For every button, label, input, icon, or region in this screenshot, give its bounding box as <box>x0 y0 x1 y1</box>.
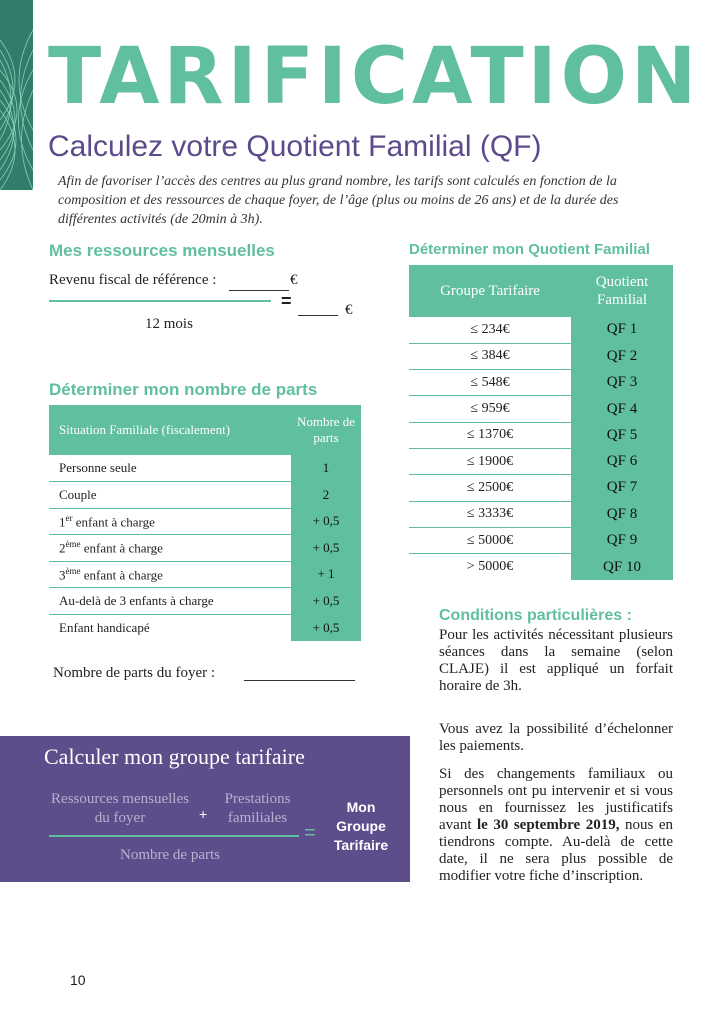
qf-cell: QF 2 <box>571 343 673 369</box>
revenu-input-line <box>229 290 289 291</box>
situation-label: Enfant handicapé <box>59 619 150 635</box>
header-situation: Situation Familiale (fiscalement) <box>49 405 291 455</box>
table-row <box>409 448 673 474</box>
table-header-row <box>409 265 673 317</box>
ordinal-number: 1 <box>59 513 66 529</box>
qf-cell: QF 6 <box>571 448 673 474</box>
spiral-pattern-graphic <box>0 0 33 190</box>
situation-cell <box>49 482 291 509</box>
calc-denominator: Nombre de parts <box>120 847 220 863</box>
table-row <box>409 396 673 422</box>
qf-cell: QF 4 <box>571 396 673 422</box>
table-row <box>409 554 673 580</box>
table-row <box>49 482 361 509</box>
qf-title: Déterminer mon Quotient Familial <box>409 241 650 258</box>
situation-label: enfant à charge <box>80 566 163 582</box>
qf-cell: QF 5 <box>571 422 673 448</box>
qf-cell: QF 3 <box>571 370 673 396</box>
euro-symbol: € <box>290 272 298 288</box>
groupe-cell: ≤ 234€ <box>409 317 571 343</box>
conditions-paragraph <box>439 766 673 885</box>
qf-cell: QF 8 <box>571 501 673 527</box>
table-row <box>409 501 673 527</box>
table-row <box>49 614 361 641</box>
situation-label: enfant à charge <box>72 513 155 529</box>
table-row <box>49 535 361 562</box>
groupe-cell: ≤ 1370€ <box>409 422 571 448</box>
fraction-bar <box>49 300 271 302</box>
deadline-date: le 30 septembre 2019, <box>477 817 620 833</box>
groupe-cell: ≤ 3333€ <box>409 501 571 527</box>
calc-equals: = <box>304 822 316 844</box>
qf-cell: QF 10 <box>571 554 673 580</box>
table-row <box>49 588 361 615</box>
header-nombre: Nombre de parts <box>291 405 361 455</box>
ordinal-suffix: ème <box>65 565 81 576</box>
conditions-text: Si des changements familiaux ou personnels ont pu intervenir et si vous nous en fournissez les justificatifs avant <box>439 766 673 833</box>
calc-prestations: Prestations familiales <box>224 791 291 826</box>
parts-value: + 0,5 <box>291 614 361 641</box>
conditions-text: nous en tiendrons compte. Au-delà de cette date, il ne sera plus possible de modifier votre fiche d’inscription. <box>439 817 674 884</box>
divisor-label: 12 mois <box>145 316 193 332</box>
groupe-cell: ≤ 959€ <box>409 396 571 422</box>
situation-label: enfant à charge <box>80 540 163 556</box>
parts-title: Déterminer mon nombre de parts <box>49 380 318 399</box>
table-row <box>409 370 673 396</box>
table-row <box>409 317 673 343</box>
ordinal-suffix: ème <box>65 539 81 550</box>
conditions-title: Conditions particulières : <box>439 607 632 624</box>
ressources-title: Mes ressources mensuelles <box>49 241 275 260</box>
groupe-cell: > 5000€ <box>466 559 514 575</box>
conditions-paragraph: Vous avez la possibilité d’échelonner les paiements. <box>439 721 673 754</box>
conditions-paragraph: Pour les activités nécessitant plusieurs séances dans la semaine (selon CLAJE) il est appliqué un forfait horaire de 3h. <box>439 627 673 694</box>
euro-symbol: € <box>345 302 353 318</box>
situation-cell <box>49 508 291 535</box>
calc-ressources: Ressources mensuelles du foyer <box>51 791 189 826</box>
parts-table <box>49 405 361 641</box>
ordinal-number: 3 <box>59 566 66 582</box>
table-header-row <box>49 405 361 455</box>
table-row <box>49 455 361 482</box>
situation-cell <box>49 455 291 482</box>
corner-decoration <box>0 0 33 190</box>
qf-cell: QF 1 <box>571 317 673 343</box>
parts-value: + 0,5 <box>291 535 361 562</box>
calc-title: Calculer mon groupe tarifaire <box>44 744 305 769</box>
situation-cell <box>49 614 291 641</box>
page-number: 10 <box>70 972 86 988</box>
qf-cell: QF 9 <box>571 527 673 553</box>
foyer-label: Nombre de parts du foyer : <box>53 665 216 681</box>
groupe-cell: ≤ 5000€ <box>409 527 571 553</box>
qf-table <box>409 265 673 580</box>
calc-result: Mon Groupe Tarifaire <box>333 799 389 853</box>
parts-value: + 0,5 <box>291 588 361 615</box>
situation-label: Personne seule <box>59 460 137 475</box>
table-row <box>409 527 673 553</box>
revenu-label: Revenu fiscal de référence : <box>49 272 217 288</box>
situation-cell <box>49 535 291 562</box>
table-row <box>49 508 361 535</box>
parts-value: + 0,5 <box>291 508 361 535</box>
page-title: TARIFICATION <box>48 32 701 122</box>
ordinal-suffix: er <box>65 512 73 523</box>
header-quotient: Quotient Familial <box>571 265 673 317</box>
table-row <box>409 422 673 448</box>
situation-cell <box>49 561 291 588</box>
foyer-input-line <box>244 680 355 681</box>
situation-cell <box>49 588 291 615</box>
calc-plus: + <box>199 806 208 822</box>
parts-value: 1 <box>291 455 361 482</box>
situation-label: Couple <box>59 486 97 502</box>
result-input-line <box>298 315 338 316</box>
groupe-cell: ≤ 2500€ <box>409 475 571 501</box>
situation-label: Au-delà de 3 enfants à charge <box>59 592 214 608</box>
groupe-cell: ≤ 1900€ <box>409 448 571 474</box>
table-row <box>409 343 673 369</box>
parts-value: 2 <box>291 482 361 509</box>
intro-paragraph: Afin de favoriser l’accès des centres au plus grand nombre, les tarifs sont calculés en fonction de la composition et des ressources de chaque foyer, de l’âge (plus ou moins de 26 ans) et de la durée des différentes activités (de 20min à 3h). <box>58 174 619 227</box>
table-row <box>49 561 361 588</box>
calc-fraction-bar <box>49 835 299 837</box>
table-row <box>409 475 673 501</box>
header-groupe: Groupe Tarifaire <box>409 265 571 317</box>
ordinal-number: 2 <box>59 540 66 556</box>
parts-value: + 1 <box>291 561 361 588</box>
qf-cell: QF 7 <box>571 475 673 501</box>
equals-sign: = <box>281 291 292 311</box>
groupe-cell: ≤ 548€ <box>409 370 571 396</box>
groupe-cell: ≤ 384€ <box>409 343 571 369</box>
page-subtitle: Calculez votre Quotient Familial (QF) <box>48 130 542 163</box>
